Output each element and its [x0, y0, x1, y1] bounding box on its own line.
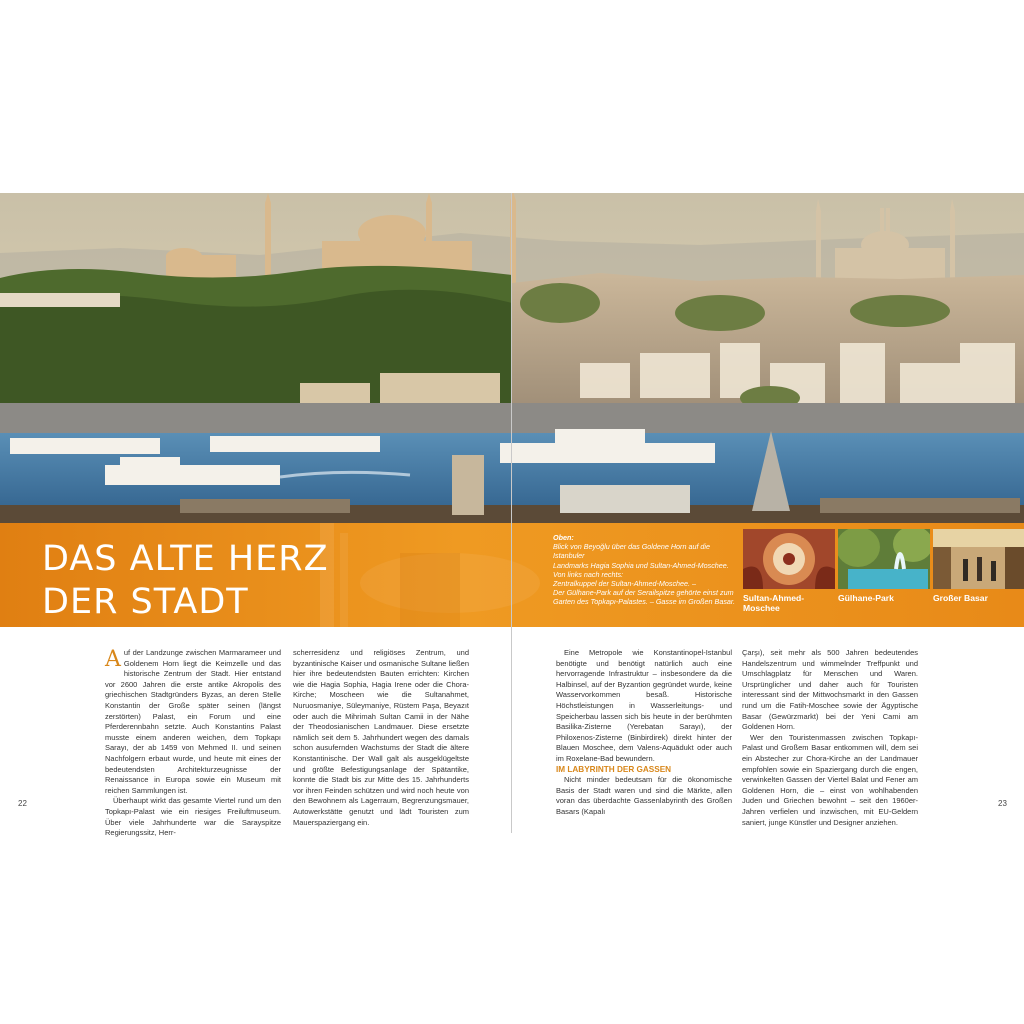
text-column-4	[742, 648, 918, 828]
text-column-3	[556, 648, 732, 818]
paragraph: Eine Metropole wie Konstantinopel-Istanbul benötigte und benötigt natürlich auch eine hervorragende Infrastruktur – insbesondere da die Halbinsel, auf der Byzantion gegründet wurde, keine Wasservorkommen besaß. Historische Höchstleistungen in Wasserleitungs- und Speicherbau lassen sich bis heute in der berühmten Basilika-Zisterne (Yerebatan Sarayı), der Philoxenos-Zisterne (Binbirdirek) direkt hinter der Blauen Moschee, dem Valens-Aquädukt oder auch im Roxelane-Bad bewundern.	[556, 648, 732, 763]
headline-line-1: DAS ALTE HERZ	[42, 539, 329, 579]
thumb-caption-sultan-ahmed	[743, 593, 804, 613]
photo-caption	[553, 533, 738, 607]
caption-line: Von links nach rechts:	[553, 569, 624, 579]
text-column-1	[105, 648, 281, 839]
band-texture	[300, 523, 540, 627]
subheading: IM LABYRINTH DER GASSEN	[556, 764, 672, 774]
thumb-grosser-basar	[933, 529, 1024, 589]
paragraph: scherresidenz und religiöses Zentrum, und byzantinische Kaiser und osmanische Sultane ließen hier ihre bedeutendsten Bauten errichten: Kirchen wie die Hagia Sophia, Hagia Irene oder die Chora-Kirche; Moscheen wie die Sultanahmet, Nuruosmaniye, Süleymaniye, Rüstem Paşa, Beyazıt oder auch die Mihrimah Sultan Camii in der Nähe der Theodosianischen Landmauer. Diese ersetzte nämlich seit dem 5. Jahrhundert wegen des damals schon ausufernden Wachstums der Stadt die ältere Konstantinische. Der Wall galt als ausgeklügeltste und größte Befestigungsanlage der Spätantike, konnte die Stadt bis zur Mitte des 15. Jahrhunderts vor ihren Feinden schützen und wird noch heute von den Bewohnern als Lagerraum, Begrenzungsmauer, Autowerkstätte genutzt und lädt Touristen zum Mauerspaziergang ein.	[293, 648, 469, 827]
paragraph: Çarşı), seit mehr als 500 Jahren bedeutendes Handelszentrum und wimmelnder Treffpunkt und Umschlagplatz für Menschen und Waren. Ursprünglicher und daher auch für Touristen interessant sind der Mittwochsmarkt in den Gassen rund um die Fatih-Moschee sowie der Ägyptische Basar (Gewürzmarkt) bei der Yeni Cami am Goldenen Horn.	[742, 648, 918, 732]
drop-cap: A	[105, 647, 121, 672]
page-gutter	[511, 193, 512, 833]
caption-line: Landmarks Hagia Sophia und Sultan-Ahmed-Moschee.	[553, 560, 729, 570]
caption-line: Zentralkuppel der Sultan-Ahmed-Moschee. –	[553, 579, 697, 589]
park-photo	[838, 529, 930, 589]
paragraph: Überhaupt wirkt das gesamte Viertel rund um den Topkapı-Palast wie ein riesiges Freiluftmuseum. Über viele Jahrhunderte war die Sarayspitze Regierungssitz, Herr-	[105, 796, 281, 838]
paragraph: Nicht minder bedeutsam für die ökonomische Basis der Stadt waren und sind die Märkte, allen voran das überdachte Gassenlabyrinth des Großen Basars (Kapalı	[556, 775, 732, 816]
text-column-2	[293, 648, 469, 828]
paragraph: Wer den Touristenmassen zwischen Topkapı-Palast und Großem Basar entkommen will, dem sei ein Abstecher zur Chora-Kirche an der Landmauer empfohlen sowie ein Spaziergang durch die engen, verwinkelten Gassen der Viertel Balat und Fener am Goldenen Horn, die – einst von wohlhabenden Juden und Griechen bewohnt – seit den 1960er-Jahren verfielen und inzwischen, mit EU-Geldern saniert, junge Künstler und Designer anziehen.	[742, 732, 918, 827]
caption-label: Oben:	[553, 533, 574, 542]
thumb-caption-guelhane: Gülhane-Park	[838, 593, 894, 603]
istanbul-panorama-photo	[0, 193, 1024, 523]
thumb-caption-line: Moschee	[743, 603, 780, 613]
thumb-caption-line: Sultan-Ahmed-	[743, 593, 805, 603]
headline	[42, 538, 329, 624]
thumb-sultan-ahmed-dome	[743, 529, 835, 589]
dome-photo	[743, 529, 835, 589]
page-number-left: 22	[18, 799, 27, 808]
paragraph	[105, 648, 281, 796]
page-number-right: 23	[998, 799, 1007, 808]
bazaar-photo	[933, 529, 1024, 589]
caption-line: Blick von Beyoğlu über das Goldene Horn auf die Istanbuler	[553, 542, 711, 561]
headline-line-2: DER STADT	[42, 582, 249, 622]
thumb-guelhane-park	[838, 529, 930, 589]
thumb-caption-basar: Großer Basar	[933, 593, 988, 603]
title-band	[0, 523, 1024, 627]
caption-line: Garten des Topkapı-Palastes. – Gasse im Großen Basar.	[553, 597, 736, 607]
caption-line: Der Gülhane-Park auf der Serailspitze gehörte einst zum	[553, 588, 734, 598]
paragraph-text: uf der Landzunge zwischen Marmarameer und Goldenem Horn liegt die Keimzelle und das historische Zentrum der Stadt. Hier entstand vor 2600 Jahren die erste antike Akropolis des griechischen Stadtgründers Byzas, an deren Stelle Konstantin der Große später seinen (längst zerstörten) Palast, ein Forum und eine Pferderennbahn setzte. Auch Konstantins Palast musste einem anderen weichen, dem Topkapı Sarayı, der ab 1459 von Mehmed II. und seinen Nachfolgern erbaut wurde, und heute mit eines der bedeutendsten Architekturzeugnisse der Renaissance in Europa sowie ein Museum mit reichen Sammlungen ist.	[105, 648, 281, 795]
magazine-spread	[0, 193, 1024, 838]
panorama-illustration	[0, 193, 1024, 523]
